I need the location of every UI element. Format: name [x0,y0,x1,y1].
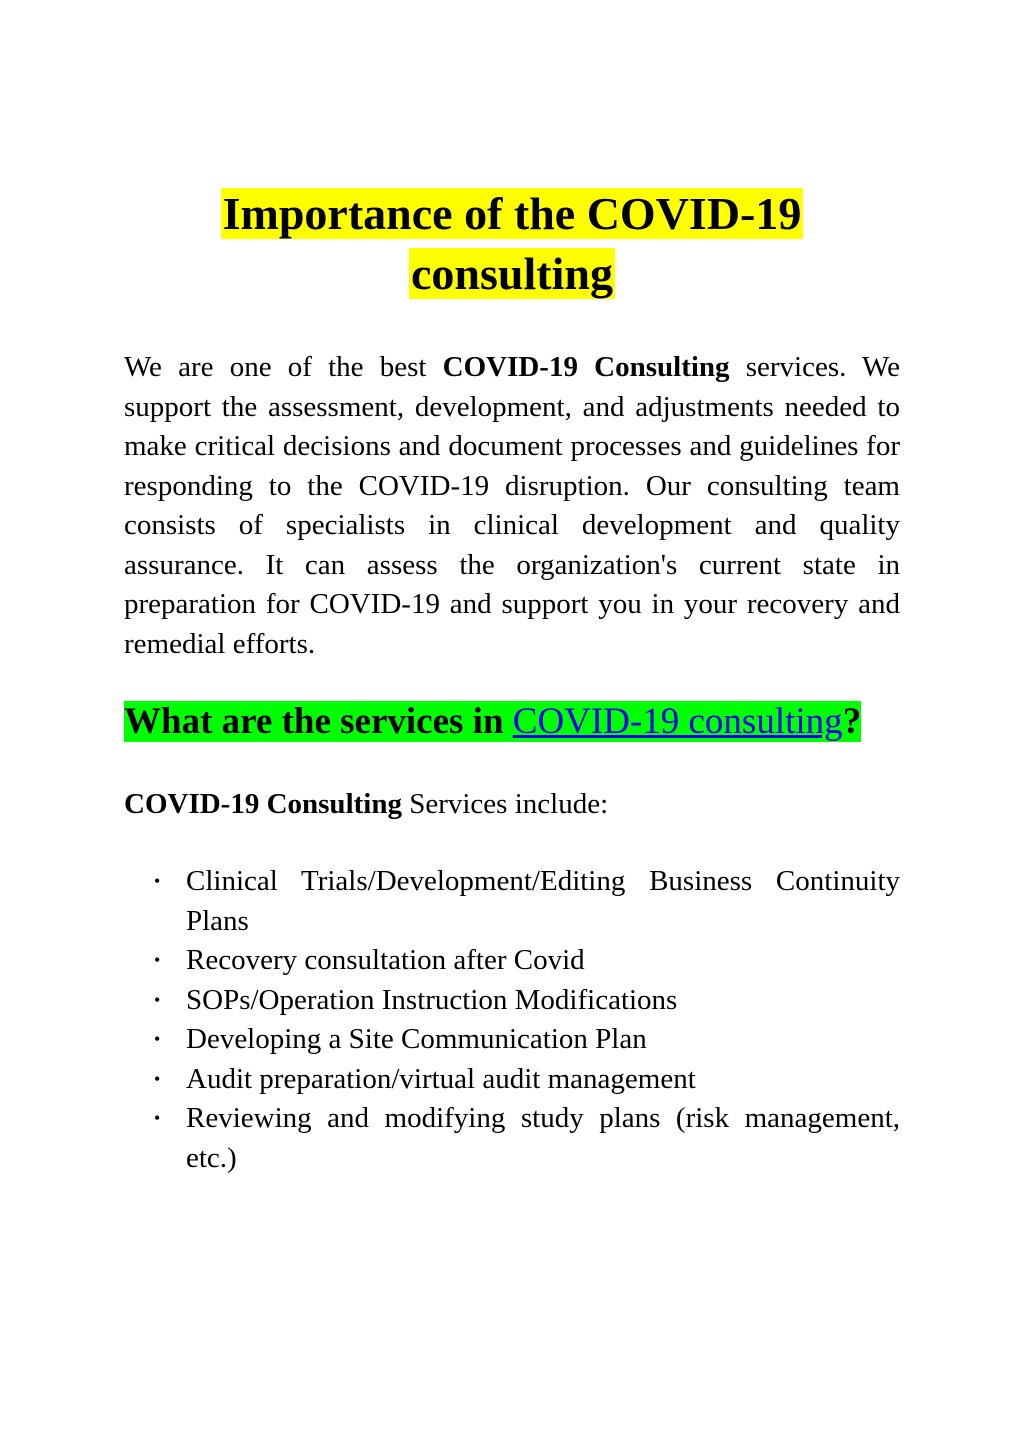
services-heading [124,699,900,745]
list-item-text: SOPs/Operation Instruction Modifications [186,983,678,1016]
list-item [124,981,900,1021]
list-item [124,1099,900,1178]
bullet-icon: • [154,871,161,891]
list-item [124,862,900,941]
bullet-icon: • [154,989,161,1010]
services-heading-question-mark: ? [842,701,862,742]
services-heading-text: What are the services in [124,701,513,742]
list-item [124,1020,900,1060]
list-item-text: Recovery consultation after Covid [186,944,585,976]
services-heading-highlight [124,701,861,742]
intro-bold-term: COVID-19 Consulting [442,351,730,383]
list-item [124,1060,900,1100]
bullet-icon: • [154,1068,161,1089]
services-list [124,862,900,1178]
list-item-text: Developing a Site Communication Plan [186,1023,647,1055]
intro-prefix: We are one of the best [124,351,443,383]
page-title-line1: Importance of the COVID-19 [222,188,802,239]
list-item [124,941,900,981]
intro-paragraph [124,348,900,664]
services-intro [124,784,900,824]
document-page [124,184,900,1178]
list-item-text: Clinical Trials/Development/Editing Business Continuity Plans [186,865,900,937]
covid-consulting-link[interactable]: COVID-19 consulting [512,701,843,742]
list-item-text: Reviewing and modifying study plans (risk management, etc.) [186,1102,900,1174]
page-title [124,184,900,304]
list-item-text: Audit preparation/virtual audit management [186,1062,696,1095]
bullet-icon: • [154,1108,161,1128]
page-title-line2: consulting [411,248,613,299]
bullet-icon: • [154,950,161,970]
services-intro-text: Services include: [401,788,609,820]
intro-body: services. We support the assessment, development, and adjustments needed to make critical decisions and document processes and guidelines for responding to the COVID-19 disruption. Our consulting team consists of specialists in clinical development and quality assurance. It can assess the organization's current state in preparation for COVID-19 and support you in your recovery and remedial efforts. [124,351,900,660]
services-intro-bold: COVID-19 Consulting [124,788,402,820]
bullet-icon: • [154,1029,161,1049]
